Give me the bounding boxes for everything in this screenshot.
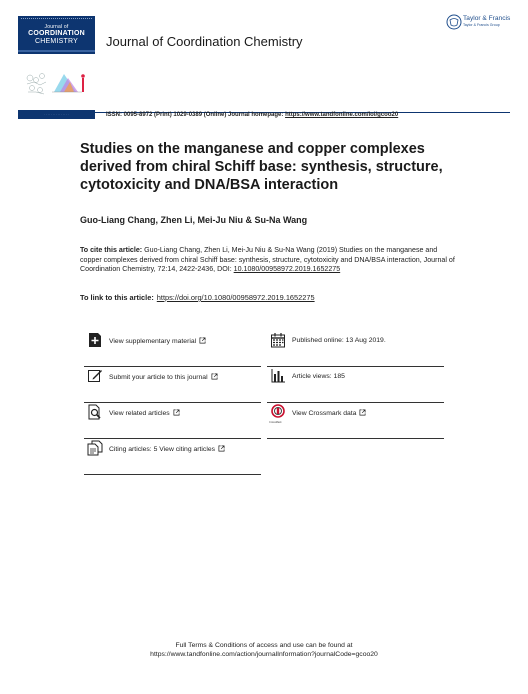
issn-line xyxy=(106,112,398,118)
crossmark-link[interactable] xyxy=(292,409,366,417)
header-rule-tab: . . . . . . . . . . . . . . . xyxy=(18,110,95,119)
publisher-logo[interactable] xyxy=(446,14,516,34)
citing-articles-cell[interactable] xyxy=(84,438,261,475)
issn-text: ISSN: 0095-8972 (Print) 1029-0389 (Online) Journal homepage: xyxy=(106,112,286,118)
edit-pencil-icon xyxy=(87,368,103,384)
article-doi-link[interactable]: https://doi.org/10.1080/00958972.2019.1652275 xyxy=(156,293,315,302)
submit-article-link[interactable] xyxy=(109,373,218,381)
cite-doi-link[interactable]: 10.1080/00958972.2019.1652275 xyxy=(233,265,341,274)
article-views-cell xyxy=(267,366,444,403)
footer xyxy=(0,641,528,659)
cover-line-1: Journal of xyxy=(44,24,69,30)
citing-articles-link[interactable] xyxy=(109,445,225,453)
search-magnifier-icon xyxy=(87,404,103,420)
footer-terms-link[interactable]: https://www.tandfonline.com/action/journalInformation?journalCode=gcoo20 xyxy=(150,651,378,658)
graphical-abstract-image xyxy=(24,70,96,96)
bar-chart-icon xyxy=(270,368,286,384)
article-views-text: Article views: 185 xyxy=(292,373,345,380)
cite-label: To cite this article: xyxy=(80,246,143,254)
link-label: To link to this article: xyxy=(80,293,154,302)
cite-text: Guo-Liang Chang, Zhen Li, Mei-Ju Niu & Su-Na Wang (2019) Studies on the manganese and copper complexes derived from chiral Schiff base: synthesis, structure, cytotoxicity and DNA/BSA interaction, Journal of Coordination Chemistry, 72:14, 2422-2436, DOI: xyxy=(80,246,455,274)
citing-documents-icon xyxy=(87,440,103,456)
crossmark-icon xyxy=(270,404,286,420)
cover-line-2: COORDINATION xyxy=(28,30,85,37)
article-title: Studies on the manganese and copper complexes derived from chiral Schiff base: synthesis, structure, cytotoxicity and DNA/BSA interaction xyxy=(80,141,443,193)
published-online-cell xyxy=(267,330,444,367)
publisher-name: Taylor & Francis xyxy=(463,15,511,22)
supplementary-material-cell[interactable] xyxy=(84,330,261,367)
external-link-icon xyxy=(173,409,180,416)
external-link-icon xyxy=(218,445,225,452)
supplementary-link[interactable] xyxy=(109,337,206,345)
article-authors: Guo-Liang Chang, Zhen Li, Mei-Ju Niu & Su-Na Wang xyxy=(80,215,308,225)
supplementary-plus-icon xyxy=(87,332,103,348)
related-articles-cell[interactable] xyxy=(84,402,261,439)
journal-homepage-link[interactable]: https://www.tandfonline.com/loi/gcoo20 xyxy=(285,112,399,118)
published-online-text: Published online: 13 Aug 2019. xyxy=(292,337,386,344)
submit-label: Submit your article to this journal xyxy=(109,374,208,381)
publisher-logo-icon xyxy=(446,14,462,30)
citing-label: Citing articles: 5 View citing articles xyxy=(109,446,216,453)
external-link-icon xyxy=(199,337,206,344)
citation-block xyxy=(80,246,460,275)
related-label: View related articles xyxy=(109,410,170,417)
journal-name[interactable]: Journal of Coordination Chemistry xyxy=(106,34,303,49)
calendar-icon xyxy=(270,332,286,348)
publisher-tagline: Taylor & Francis Group xyxy=(463,23,500,27)
crossmark-caption: CrossMark xyxy=(269,421,282,424)
journal-cover-thumbnail xyxy=(18,16,95,54)
supplementary-label: View supplementary material xyxy=(109,338,197,345)
related-articles-link[interactable] xyxy=(109,409,180,417)
cover-line-3: CHEMISTRY xyxy=(35,38,78,45)
submit-article-cell[interactable] xyxy=(84,366,261,403)
crossmark-label: View Crossmark data xyxy=(292,410,357,417)
link-line xyxy=(80,293,315,302)
external-link-icon xyxy=(211,373,218,380)
crossmark-cell[interactable] xyxy=(267,402,444,439)
footer-terms-text: Full Terms & Conditions of access and use can be found at xyxy=(175,642,353,649)
external-link-icon xyxy=(359,409,366,416)
